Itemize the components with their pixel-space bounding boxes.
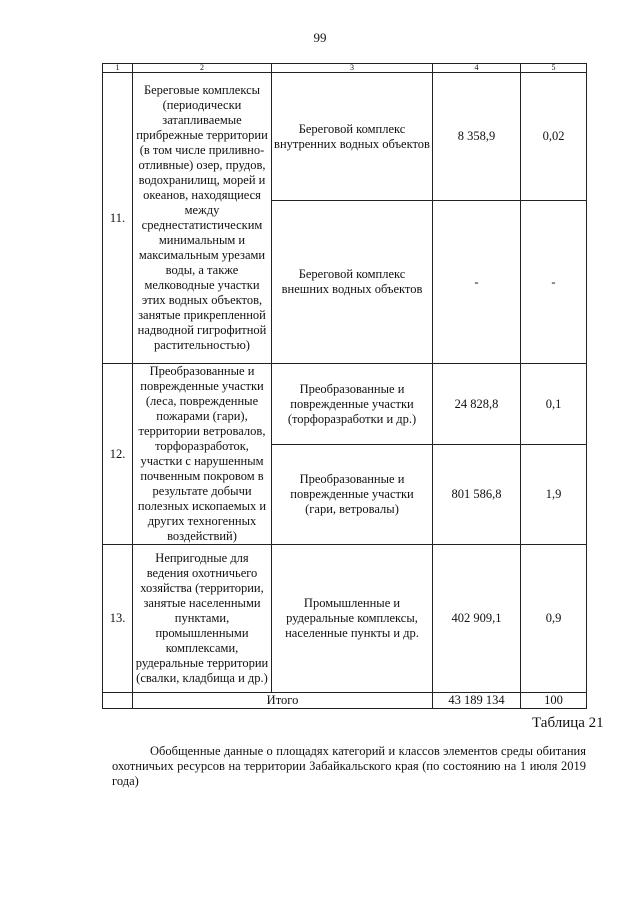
area-cell: 8 358,9 — [433, 73, 521, 201]
header-row — [103, 64, 587, 73]
category-cell: Преобразованные и поврежденные участки (леса, поврежденные пожарами (гари), территории ветровалов, торфоразработок, участки с нарушенным почвенным покровом в результате добычи полезных ископаемых и других техногенных воздействий) — [133, 364, 272, 545]
header-cell: 2 — [133, 64, 272, 73]
class-cell: Преобразованные и поврежденные участки (гари, ветровалы) — [272, 445, 433, 545]
table-row — [103, 73, 587, 201]
class-cell: Береговой комплекс внутренних водных объектов — [272, 73, 433, 201]
row-number: 13. — [103, 545, 133, 693]
row-number: 12. — [103, 364, 133, 545]
area-cell: 801 586,8 — [433, 445, 521, 545]
row-number: 11. — [103, 73, 133, 364]
percent-cell: 0,1 — [521, 364, 587, 445]
header-cell: 1 — [103, 64, 133, 73]
header-cell: 3 — [272, 64, 433, 73]
header-cell: 4 — [433, 64, 521, 73]
header-cell: 5 — [521, 64, 587, 73]
class-cell: Береговой комплекс внешних водных объектов — [272, 201, 433, 364]
table-caption: Обобщенные данные о площадях категорий и классов элементов среды обитания охотничьих ресурсов на территории Забайкальского края (по состоянию на 1 июля 2019 года) — [112, 744, 586, 788]
class-cell: Преобразованные и поврежденные участки (торфоразработки и др.) — [272, 364, 433, 445]
total-row — [103, 693, 587, 709]
area-cell: 24 828,8 — [433, 364, 521, 445]
habitat-table — [102, 63, 587, 709]
percent-cell: 0,02 — [521, 73, 587, 201]
area-cell: - — [433, 201, 521, 364]
percent-cell: 1,9 — [521, 445, 587, 545]
total-area: 43 189 134 — [433, 693, 521, 709]
class-cell: Промышленные и рудеральные комплексы, населенные пункты и др. — [272, 545, 433, 693]
total-percent: 100 — [521, 693, 587, 709]
area-cell: 402 909,1 — [433, 545, 521, 693]
table-title: Таблица 21 — [532, 715, 604, 731]
total-label: Итого — [133, 693, 433, 709]
category-cell: Береговые комплексы (периодически затапливаемые прибрежные территории (в том числе приливно-отливные) озер, прудов, водохранилищ, морей и океанов, находящиеся между среднестатистическим минимальным и максимальным урезами воды, а также мелководные участки этих водных объектов, занятые прикрепленной надводной гигрофитной растительностью) — [133, 73, 272, 364]
percent-cell: - — [521, 201, 587, 364]
page-number: 99 — [313, 30, 327, 45]
category-cell: Непригодные для ведения охотничьего хозяйства (территории, занятые населенными пунктами, промышленными комплексами, рудеральные территории (свалки, кладбища и др.) — [133, 545, 272, 693]
percent-cell: 0,9 — [521, 545, 587, 693]
total-empty-cell — [103, 693, 133, 709]
table-row — [103, 364, 587, 445]
table-row — [103, 545, 587, 693]
